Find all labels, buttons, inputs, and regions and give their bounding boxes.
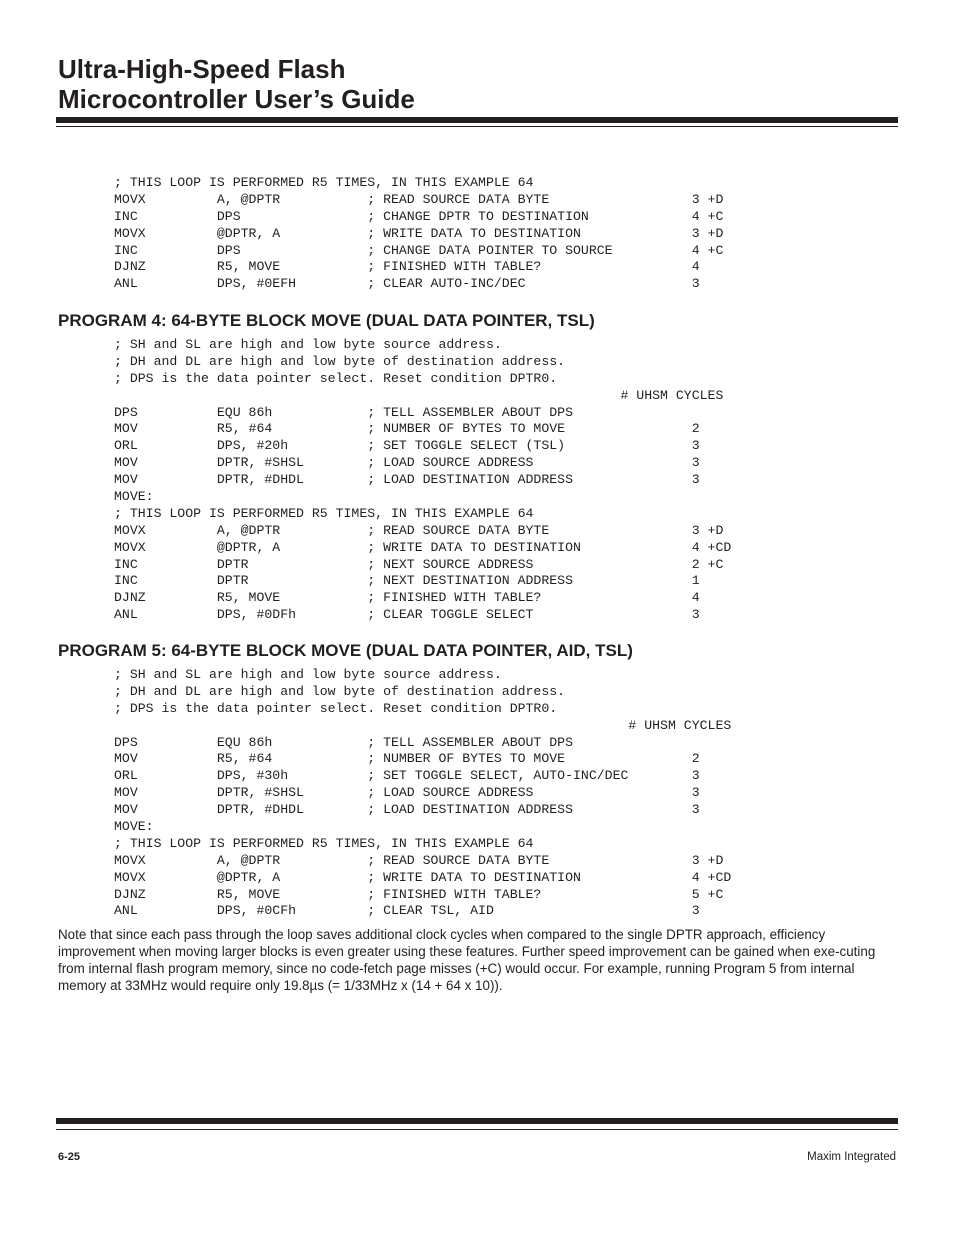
- code-line: INC DPTR ; NEXT SOURCE ADDRESS 2 +C: [114, 556, 724, 572]
- code-line: ; DPS is the data pointer select. Reset condition DPTR0.: [114, 700, 558, 716]
- code-line: # UHSM CYCLES: [114, 717, 732, 733]
- code-line: MOV R5, #64 ; NUMBER OF BYTES TO MOVE 2: [114, 421, 700, 437]
- code-line: DPS EQU 86h ; TELL ASSEMBLER ABOUT DPS: [114, 404, 573, 420]
- page-title-line1: Ultra-High-Speed Flash: [58, 54, 346, 84]
- code-block-top: [114, 175, 723, 293]
- code-line: MOV DPTR, #SHSL ; LOAD SOURCE ADDRESS 3: [114, 455, 700, 471]
- code-line: ORL DPS, #20h ; SET TOGGLE SELECT (TSL) 3: [114, 438, 700, 454]
- code-line: MOVX @DPTR, A ; WRITE DATA TO DESTINATION 4 +CD: [114, 539, 732, 555]
- code-line: ; DH and DL are high and low byte of destination address.: [114, 683, 566, 699]
- code-line: ; DPS is the data pointer select. Reset condition DPTR0.: [114, 370, 558, 386]
- page-number: 6-25: [58, 1151, 81, 1163]
- code-line: ; SH and SL are high and low byte source address.: [114, 667, 502, 682]
- code-line: MOVX A, @DPTR ; READ SOURCE DATA BYTE 3 +D: [114, 852, 724, 868]
- footer-rule-thick: [56, 1118, 898, 1124]
- code-line: DJNZ R5, MOVE ; FINISHED WITH TABLE? 4: [114, 259, 700, 275]
- page-title-line2: Microcontroller User’s Guide: [58, 84, 415, 114]
- code-line: MOV DPTR, #DHDL ; LOAD DESTINATION ADDRESS 3: [114, 472, 700, 488]
- code-line: MOVE:: [114, 819, 154, 835]
- code-line: INC DPS ; CHANGE DATA POINTER TO SOURCE 4 +C: [114, 242, 724, 258]
- program4-code: [114, 337, 731, 624]
- code-line: DJNZ R5, MOVE ; FINISHED WITH TABLE? 4: [114, 590, 700, 606]
- code-line: ; THIS LOOP IS PERFORMED R5 TIMES, IN THIS EXAMPLE 64: [114, 505, 534, 521]
- code-line: ; THIS LOOP IS PERFORMED R5 TIMES, IN THIS EXAMPLE 64: [114, 175, 534, 190]
- code-line: MOVX A, @DPTR ; READ SOURCE DATA BYTE 3 +D: [114, 522, 724, 538]
- code-line: DJNZ R5, MOVE ; FINISHED WITH TABLE? 5 +C: [114, 886, 724, 902]
- code-line: ORL DPS, #30h ; SET TOGGLE SELECT, AUTO-INC/DEC 3: [114, 768, 700, 784]
- code-line: ANL DPS, #0EFH ; CLEAR AUTO-INC/DEC 3: [114, 276, 700, 292]
- header-rule-thick: [56, 117, 898, 123]
- code-line: MOVX A, @DPTR ; READ SOURCE DATA BYTE 3 +D: [114, 191, 724, 207]
- company-name: Maxim Integrated: [807, 1151, 896, 1163]
- code-line: MOV DPTR, #SHSL ; LOAD SOURCE ADDRESS 3: [114, 785, 700, 801]
- program5-code: [114, 667, 731, 920]
- code-line: MOV DPTR, #DHDL ; LOAD DESTINATION ADDRESS 3: [114, 802, 700, 818]
- code-line: INC DPTR ; NEXT DESTINATION ADDRESS 1: [114, 573, 700, 589]
- code-line: ANL DPS, #0CFh ; CLEAR TSL, AID 3: [114, 903, 700, 919]
- code-line: MOVE:: [114, 489, 154, 505]
- header-rule-thin: [56, 126, 898, 127]
- page-title: [58, 54, 415, 114]
- code-line: DPS EQU 86h ; TELL ASSEMBLER ABOUT DPS: [114, 734, 573, 750]
- program5-heading: PROGRAM 5: 64-BYTE BLOCK MOVE (DUAL DATA POINTER, AID, TSL): [58, 641, 633, 660]
- code-line: MOVX @DPTR, A ; WRITE DATA TO DESTINATION 3 +D: [114, 225, 724, 241]
- footer-rule-thin: [56, 1129, 898, 1130]
- code-line: ; DH and DL are high and low byte of destination address.: [114, 353, 566, 369]
- code-line: MOV R5, #64 ; NUMBER OF BYTES TO MOVE 2: [114, 751, 700, 767]
- code-line: ANL DPS, #0DFh ; CLEAR TOGGLE SELECT 3: [114, 607, 700, 623]
- code-line: ; SH and SL are high and low byte source address.: [114, 337, 502, 352]
- note-paragraph: Note that since each pass through the loop saves additional clock cycles when compared to the single DPTR approach, efficiency improvement when moving larger blocks is even greater using these features. Further speed improvement can be gained when exe-cuting from internal flash program memory, since no code-fetch page misses (+C) would occur. For example, running Program 5 from internal memory at 33MHz would require only 19.8µs (= 1/33MHz x (14 + 64 x 10)).: [58, 927, 876, 993]
- code-line: MOVX @DPTR, A ; WRITE DATA TO DESTINATION 4 +CD: [114, 869, 732, 885]
- program4-heading: PROGRAM 4: 64-BYTE BLOCK MOVE (DUAL DATA POINTER, TSL): [58, 311, 595, 330]
- code-line: # UHSM CYCLES: [114, 387, 724, 403]
- code-line: ; THIS LOOP IS PERFORMED R5 TIMES, IN THIS EXAMPLE 64: [114, 835, 534, 851]
- code-line: INC DPS ; CHANGE DPTR TO DESTINATION 4 +C: [114, 208, 724, 224]
